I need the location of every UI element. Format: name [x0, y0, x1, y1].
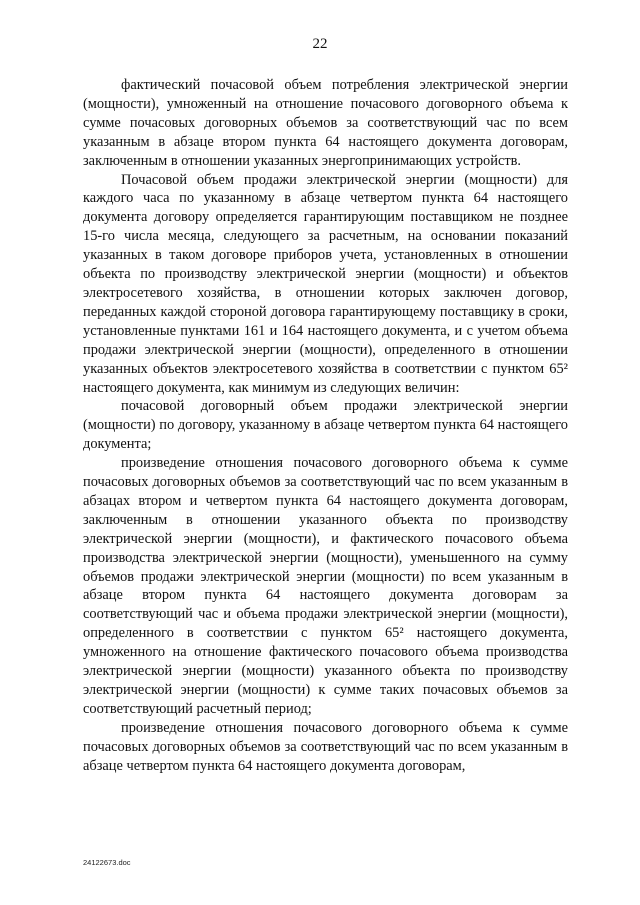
- document-filename-footer: 24122673.doc: [83, 858, 131, 867]
- page-number: 22: [312, 36, 328, 52]
- paragraph-5: произведение отношения почасового договорного объема к сумме почасовых договорных объемов за соответствующий час по всем указанным в абзаце четвертом пункта 64 настоящего документа договорам,: [83, 719, 568, 774]
- paragraph-2: Почасовой объем продажи электрической энергии (мощности) для каждого часа по указанному в абзаце четвертом пункта 64 настоящего документа договору определяется гарантирующим поставщиком не позднее 15-го числа месяца, следующего за расчетным, на основании показаний указанных в таком договоре приборов учета, установленных в отношении объекта по производству электрической энергии (мощности) и объектов электросетевого хозяйства, в отношении которых заключен договор, переданных каждой стороной договора гарантирующему поставщику в сроки, установленные пунктами 161 и 164 настоящего документа, и с учетом объема продажи электрической энергии (мощности), определенного в отношении указанных объектов электросетевого хозяйства в соответствии с пунктом 65² настоящего документа, как минимум из следующих величин:: [83, 171, 568, 396]
- paragraph-1: фактический почасовой объем потребления электрической энергии (мощности), умноженный на отношение почасового договорного объема к сумме почасовых договорных объемов за соответствующий час по всем указанным в абзаце втором пункта 64 настоящего документа договорам, заключенным в отношении указанных энергопринимающих устройств.: [83, 77, 568, 169]
- paragraph-4: произведение отношения почасового договорного объема к сумме почасовых договорных объемов за соответствующий час по всем указанным в абзацах втором и четвертом пункта 64 настоящего документа договорам, заключенным в отношении указанного объекта по производству электрической энергии (мощности), и фактического почасового объема производства электрической энергии (мощности), уменьшенного на сумму объемов продажи электрической энергии (мощности) по всем указанным в абзаце втором пункта 64 настоящего документа договорам за соответствующий час и объема продажи электрической энергии (мощности), определенного в соответствии с пунктом 65² настоящего документа, умноженного на отношение фактического почасового объема производства электрической энергии (мощности) указанного объекта по производству электрической энергии (мощности) к сумме таких почасовых объемов за соответствующий расчетный период;: [83, 455, 568, 717]
- document-body: [83, 76, 568, 776]
- paragraph-3: почасовой договорный объем продажи электрической энергии (мощности) по договору, указанному в абзаце четвертом пункта 64 настоящего документа;: [83, 398, 568, 453]
